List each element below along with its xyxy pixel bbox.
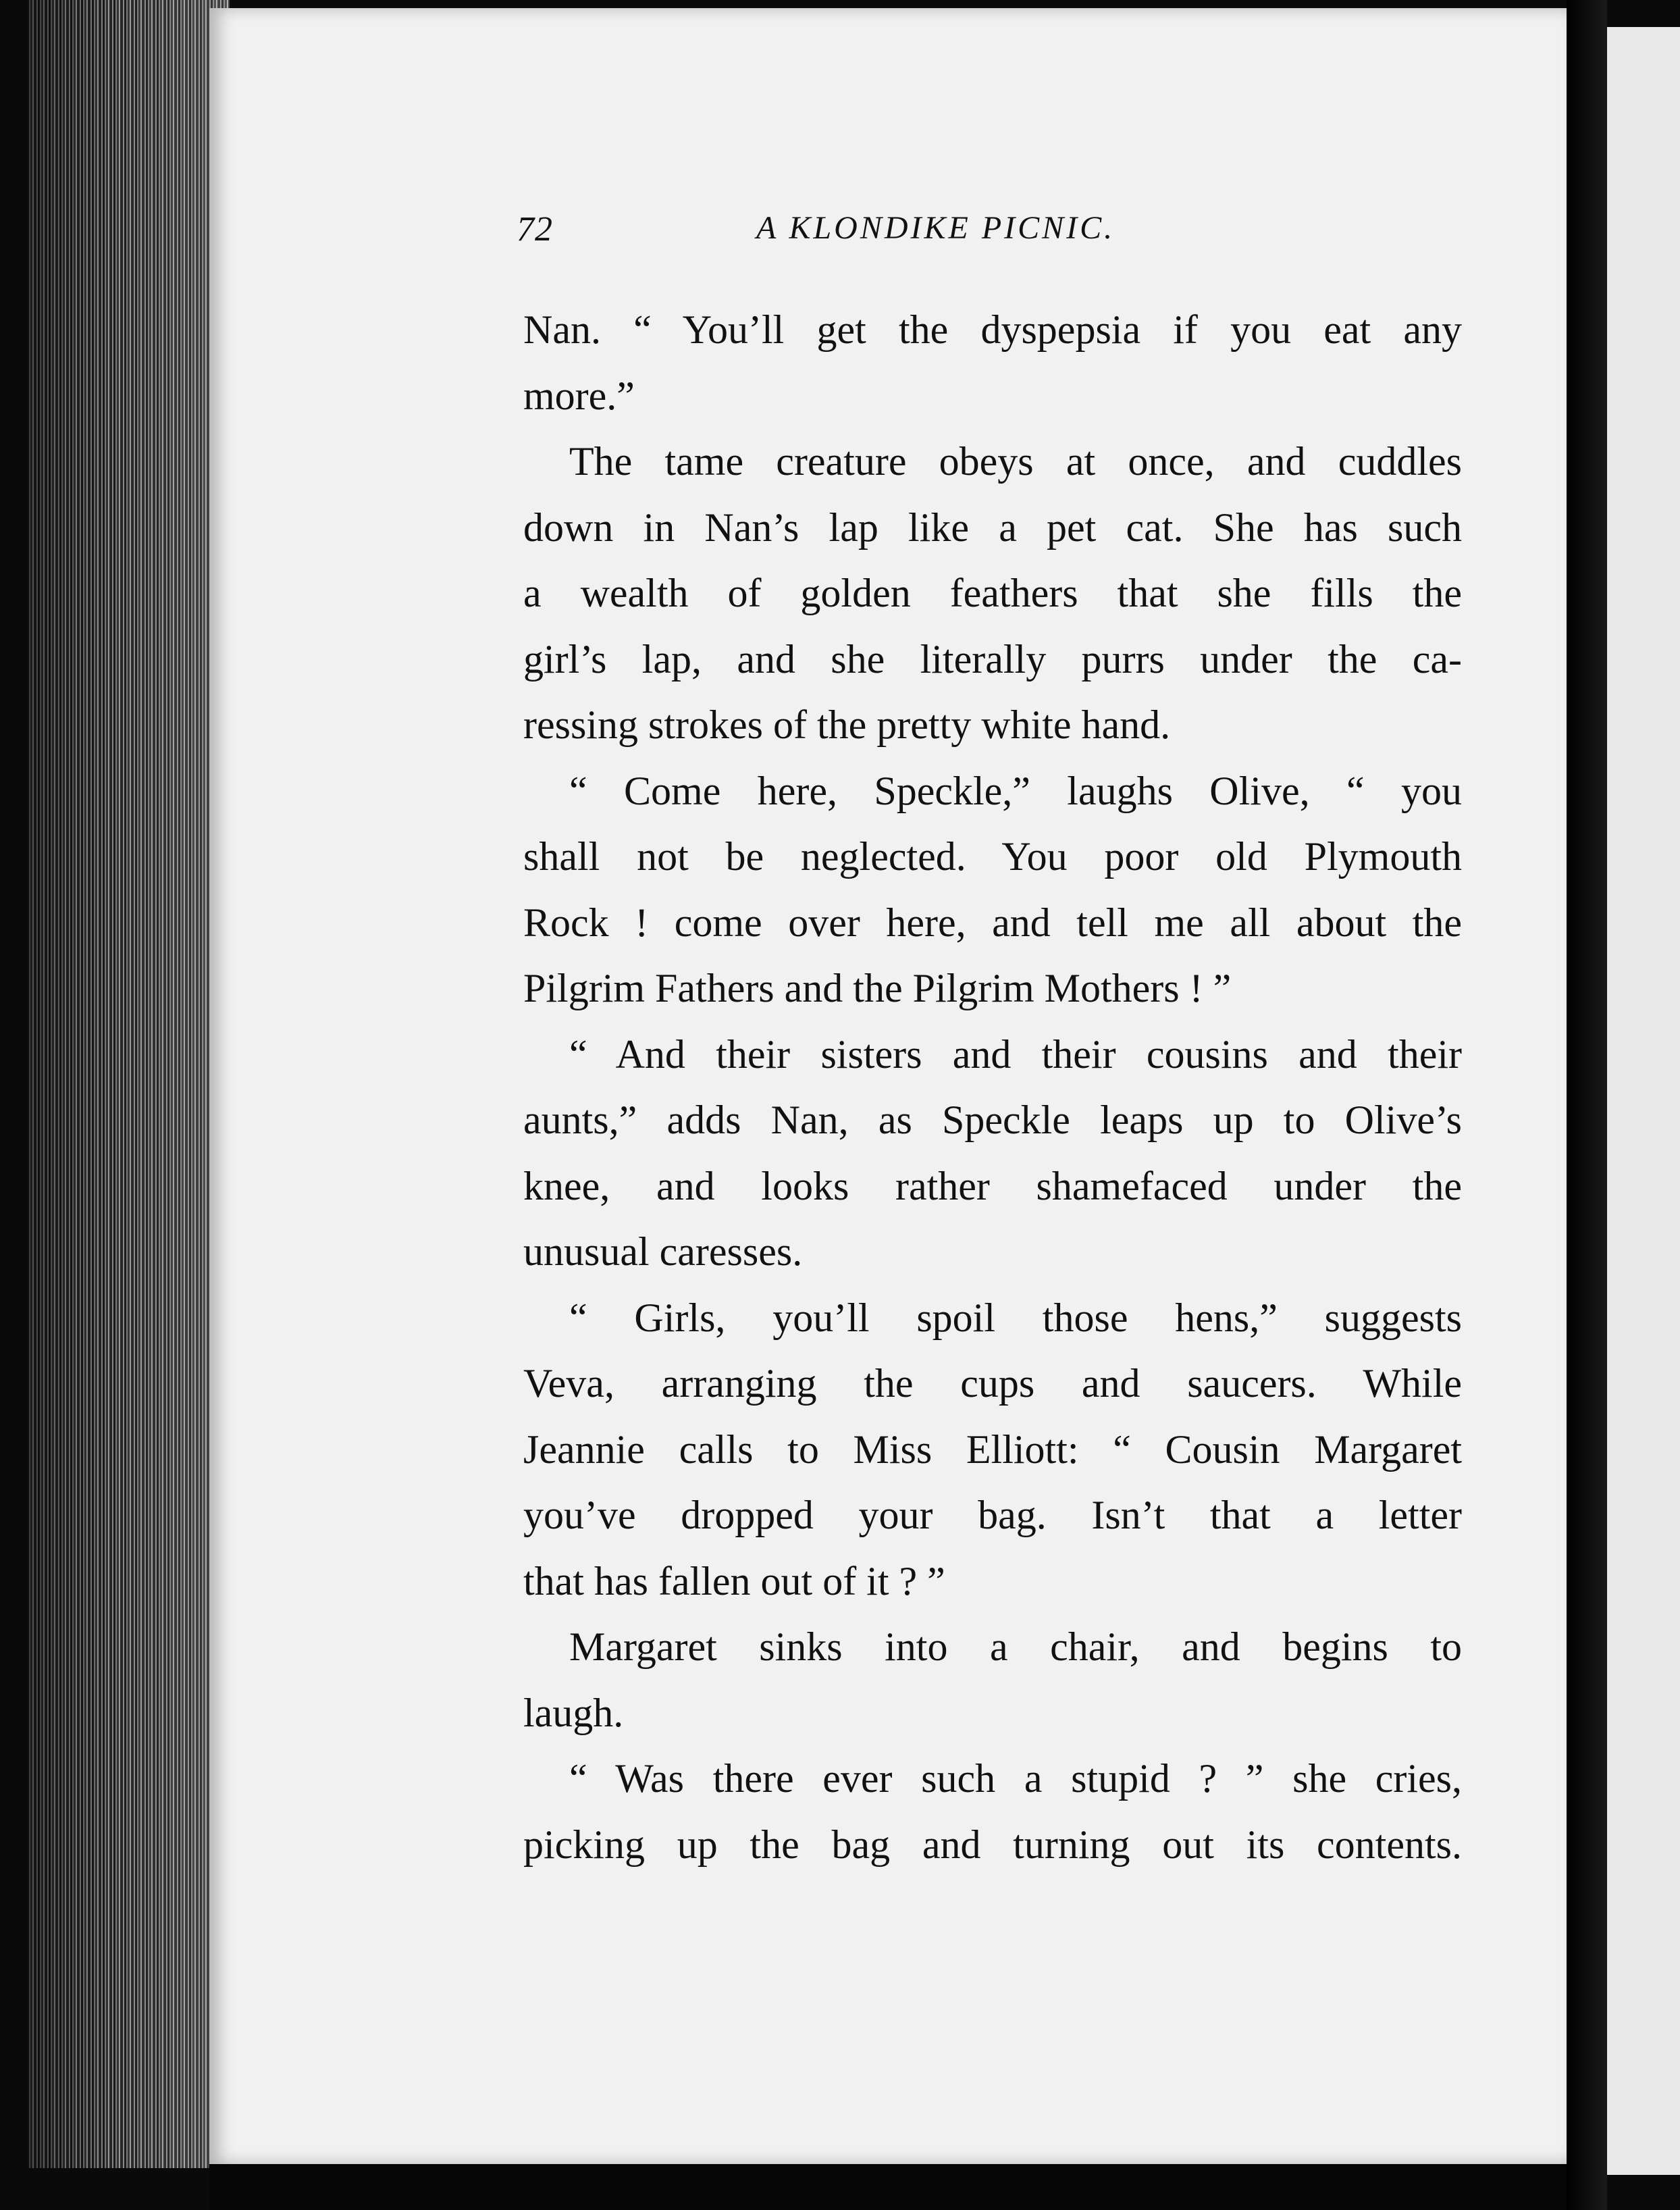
text-line: Nan. “ You’ll get the dyspepsia if you eat any (523, 307, 1462, 352)
book-spine-shadow (1567, 0, 1607, 2210)
text-line: Jeannie calls to Miss Elliott: “ Cousin Margaret (523, 1427, 1462, 1472)
text-line: shall not be neglected. You poor old Plymouth (523, 834, 1462, 879)
text-line: “ Come here, Speckle,” laughs Olive, “ you (569, 768, 1462, 813)
text-line: “ Was there ever such a stupid ? ” she cries, (569, 1756, 1462, 1801)
text-line: knee, and looks rather shamefaced under the (523, 1163, 1462, 1208)
text-line: Veva, arranging the cups and saucers. While (523, 1361, 1462, 1406)
text-line: laugh. (523, 1690, 624, 1735)
page-number: 72 (517, 210, 553, 249)
page-block-edges (27, 0, 230, 2168)
text-line: a wealth of golden feathers that she fills the (523, 571, 1462, 615)
text-line: “ And their sisters and their cousins and their (569, 1031, 1462, 1077)
text-line: ressing strokes of the pretty white hand. (523, 702, 1171, 747)
text-line: girl’s lap, and she literally purrs under the ca- (523, 636, 1462, 682)
text-line: more.” (523, 373, 635, 418)
body-text (523, 297, 1462, 1878)
text-line: The tame creature obeys at once, and cuddles (569, 439, 1462, 484)
text-line: aunts,” adds Nan, as Speckle leaps up to Olive’s (523, 1098, 1462, 1142)
text-line: “ Girls, you’ll spoil those hens,” suggests (569, 1295, 1462, 1340)
text-line: unusual caresses. (523, 1229, 803, 1274)
facing-page-sliver (1607, 27, 1680, 2175)
text-line: Margaret sinks into a chair, and begins to (569, 1624, 1462, 1669)
text-line: Rock ! come over here, and tell me all about the (523, 900, 1462, 945)
bottom-shadow (209, 2164, 1567, 2210)
text-line: that has fallen out of it ? ” (523, 1558, 945, 1603)
text-line: you’ve dropped your bag. Isn’t that a letter (523, 1493, 1462, 1537)
page-header (517, 209, 1462, 263)
text-line: picking up the bag and turning out its contents. (523, 1822, 1462, 1867)
text-line: Pilgrim Fathers and the Pilgrim Mothers ! ” (523, 966, 1232, 1010)
running-head: A KLONDIKE PICNIC. (756, 210, 1115, 246)
text-line: down in Nan’s lap like a pet cat. She has such (523, 505, 1462, 550)
